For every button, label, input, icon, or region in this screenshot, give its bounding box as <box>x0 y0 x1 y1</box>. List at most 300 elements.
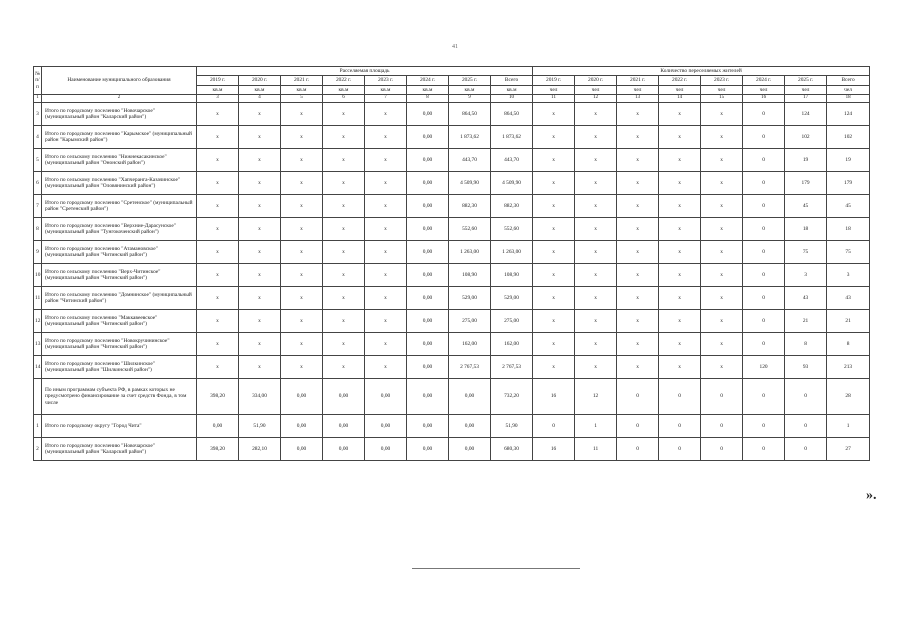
people-value-cell: 0 <box>743 333 785 356</box>
people-value-cell: х <box>533 241 575 264</box>
municipality-name: Итого по городскому поселению "Верхние-Дарасунское" (муниципальный район "Тунгокоченский район") <box>42 218 197 241</box>
row-number: 11 <box>34 287 42 310</box>
area-value-cell: х <box>239 126 281 149</box>
area-value-cell: х <box>239 356 281 379</box>
area-value-cell: 275,00 <box>449 310 491 333</box>
municipality-name: Итого по сельскому поселению "Нижнекасакинское" (муниципальный район "Ононский район") <box>42 149 197 172</box>
table-row <box>34 218 870 241</box>
column-number: 18 <box>827 95 870 103</box>
area-value-cell: 0,00 <box>407 310 449 333</box>
area-value-cell: 0,00 <box>365 379 407 415</box>
column-number: 14 <box>659 95 701 103</box>
people-value-cell: 0 <box>659 415 701 438</box>
area-value-cell: х <box>197 195 239 218</box>
people-value-cell: х <box>575 149 617 172</box>
people-value-cell: х <box>533 218 575 241</box>
people-value-cell: 0 <box>617 379 659 415</box>
area-value-cell: 0,00 <box>365 438 407 461</box>
area-value-cell: 51,90 <box>491 415 533 438</box>
people-value-cell: х <box>701 172 743 195</box>
people-value-cell: х <box>575 287 617 310</box>
header-people-year: 2020 г. <box>575 76 617 86</box>
people-value-cell: 18 <box>785 218 827 241</box>
page-number: 41 <box>452 44 458 50</box>
column-number: 8 <box>407 95 449 103</box>
header-people-year: Всего <box>827 76 870 86</box>
area-value-cell: 732,20 <box>491 379 533 415</box>
municipality-name: Итого по сельскому поселению "Хапчеранга-Казачинское" (муниципальный район "Оловянинский район") <box>42 172 197 195</box>
people-value-cell: 3 <box>827 264 870 287</box>
column-number: 3 <box>197 95 239 103</box>
people-value-cell: х <box>617 149 659 172</box>
area-value-cell: 1 263,00 <box>449 241 491 264</box>
area-value-cell: х <box>281 149 323 172</box>
area-value-cell: х <box>365 287 407 310</box>
header-area-year: 2019 г. <box>197 76 239 86</box>
people-value-cell: х <box>617 264 659 287</box>
municipality-name: Итого по сельскому поселению "Верх-Читинское" (муниципальный район "Читинский район") <box>42 264 197 287</box>
area-value-cell: 0,00 <box>407 264 449 287</box>
area-value-cell: х <box>323 126 365 149</box>
header-area-year: 2022 г. <box>323 76 365 86</box>
people-value-cell: 0 <box>743 195 785 218</box>
row-number: 9 <box>34 241 42 264</box>
table-row <box>34 264 870 287</box>
area-value-cell: 0,00 <box>407 241 449 264</box>
area-value-cell: х <box>197 264 239 287</box>
table-row <box>34 195 870 218</box>
row-number: 8 <box>34 218 42 241</box>
people-value-cell: 19 <box>785 149 827 172</box>
area-value-cell: х <box>281 241 323 264</box>
area-value-cell: 443,70 <box>491 149 533 172</box>
area-value-cell: х <box>323 310 365 333</box>
people-value-cell: х <box>617 241 659 264</box>
header-name: Наименование муниципального образования <box>42 67 197 95</box>
area-value-cell: х <box>197 241 239 264</box>
area-value-cell: х <box>197 218 239 241</box>
people-value-cell: 11 <box>575 438 617 461</box>
row-number: 12 <box>34 310 42 333</box>
people-value-cell: 0 <box>617 415 659 438</box>
people-value-cell: 0 <box>701 415 743 438</box>
area-value-cell: 0,00 <box>407 149 449 172</box>
header-area-unit: кв.м <box>449 86 491 95</box>
people-value-cell: х <box>659 287 701 310</box>
area-value-cell: х <box>281 333 323 356</box>
people-value-cell: х <box>659 103 701 126</box>
area-value-cell: х <box>281 218 323 241</box>
table-row <box>34 379 870 415</box>
people-value-cell: х <box>659 149 701 172</box>
area-value-cell: х <box>197 126 239 149</box>
municipality-name: Итого по городскому поселению "Шилкинское" (муниципальный район "Шилкинский район") <box>42 356 197 379</box>
area-value-cell: 0,00 <box>407 333 449 356</box>
area-value-cell: х <box>239 195 281 218</box>
people-value-cell: х <box>659 172 701 195</box>
people-value-cell: 0 <box>743 438 785 461</box>
municipality-name: Итого по городскому поселению "Новокручининское" (муниципальный район "Читинский район") <box>42 333 197 356</box>
people-value-cell: х <box>533 287 575 310</box>
column-number: 1 <box>34 95 42 103</box>
table-row <box>34 287 870 310</box>
header-num: № п/п <box>34 67 42 95</box>
people-value-cell: х <box>575 356 617 379</box>
people-value-cell: 27 <box>827 438 870 461</box>
people-value-cell: х <box>659 333 701 356</box>
municipality-name: По иным программам субъекта РФ, в рамках которых не предусмотрено финансирование за счет средств Фонда, в том числе <box>42 379 197 415</box>
people-value-cell: х <box>617 103 659 126</box>
area-value-cell: х <box>281 195 323 218</box>
area-value-cell: х <box>281 126 323 149</box>
table-row <box>34 415 870 438</box>
people-value-cell: 0 <box>617 438 659 461</box>
area-value-cell: 108,90 <box>449 264 491 287</box>
header-area-unit: кв.м <box>239 86 281 95</box>
area-value-cell: х <box>239 172 281 195</box>
area-value-cell: 51,90 <box>239 415 281 438</box>
people-value-cell: х <box>575 218 617 241</box>
people-value-cell: х <box>533 310 575 333</box>
people-value-cell: х <box>701 126 743 149</box>
area-value-cell: 864,50 <box>491 103 533 126</box>
table-row <box>34 126 870 149</box>
municipality-name: Итого по сельскому поселению "Домнинское" (муниципальный район "Читинский район") <box>42 287 197 310</box>
people-value-cell: 43 <box>785 287 827 310</box>
row-number: 13 <box>34 333 42 356</box>
table-row <box>34 241 870 264</box>
people-value-cell: х <box>617 356 659 379</box>
people-value-cell: 0 <box>743 310 785 333</box>
people-value-cell: х <box>701 218 743 241</box>
people-value-cell: х <box>533 195 575 218</box>
people-value-cell: 124 <box>827 103 870 126</box>
people-value-cell: 0 <box>659 379 701 415</box>
area-value-cell: х <box>365 241 407 264</box>
header-people-unit: чел <box>701 86 743 95</box>
people-value-cell: 3 <box>785 264 827 287</box>
area-value-cell: 882,30 <box>491 195 533 218</box>
area-value-cell: 1 873,62 <box>449 126 491 149</box>
area-value-cell: х <box>197 103 239 126</box>
area-value-cell: х <box>323 149 365 172</box>
people-value-cell: 0 <box>743 415 785 438</box>
area-value-cell: 334,00 <box>239 379 281 415</box>
people-value-cell: х <box>533 103 575 126</box>
area-value-cell: 0,00 <box>407 415 449 438</box>
people-value-cell: 0 <box>701 379 743 415</box>
people-value-cell: 16 <box>533 438 575 461</box>
area-value-cell: 864,50 <box>449 103 491 126</box>
area-value-cell: 0,00 <box>281 379 323 415</box>
header-area-unit: кв.м <box>491 86 533 95</box>
area-value-cell: 552,60 <box>491 218 533 241</box>
area-value-cell: 0,00 <box>407 218 449 241</box>
header-people-unit: чел <box>575 86 617 95</box>
people-value-cell: 0 <box>659 438 701 461</box>
people-value-cell: 12 <box>575 379 617 415</box>
people-value-cell: х <box>701 195 743 218</box>
header-people-year: 2022 г. <box>659 76 701 86</box>
people-value-cell: 19 <box>827 149 870 172</box>
row-number: 3 <box>34 103 42 126</box>
people-value-cell: 213 <box>827 356 870 379</box>
area-value-cell: 0,00 <box>407 438 449 461</box>
people-value-cell: х <box>533 172 575 195</box>
header-area-year: 2020 г. <box>239 76 281 86</box>
column-number: 2 <box>42 95 197 103</box>
header-area-unit: кв.м <box>197 86 239 95</box>
people-value-cell: 8 <box>827 333 870 356</box>
municipality-name: Итого по городскому поселению "Новочарское" (муниципальный район "Каларский район") <box>42 438 197 461</box>
area-value-cell: х <box>281 172 323 195</box>
people-value-cell: 0 <box>743 264 785 287</box>
header-people-year: 2023 г. <box>701 76 743 86</box>
people-value-cell: 0 <box>533 415 575 438</box>
area-value-cell: 0,00 <box>449 415 491 438</box>
area-value-cell: х <box>323 333 365 356</box>
people-value-cell: 0 <box>743 103 785 126</box>
area-value-cell: х <box>281 103 323 126</box>
people-value-cell: 75 <box>785 241 827 264</box>
people-value-cell: 0 <box>701 438 743 461</box>
municipality-name: Итого по сельскому поселению "Маккавеевское" (муниципальный район "Читинский район") <box>42 310 197 333</box>
area-value-cell: 529,00 <box>491 287 533 310</box>
people-value-cell: 179 <box>827 172 870 195</box>
column-number: 11 <box>533 95 575 103</box>
people-value-cell: х <box>617 195 659 218</box>
people-value-cell: х <box>701 264 743 287</box>
header-people-unit: чел <box>533 86 575 95</box>
area-value-cell: х <box>281 264 323 287</box>
area-value-cell: х <box>239 218 281 241</box>
area-value-cell: х <box>365 218 407 241</box>
people-value-cell: х <box>701 287 743 310</box>
municipality-name: Итого по городскому поселению "Сретенское" (муниципальный район "Сретенский район") <box>42 195 197 218</box>
people-value-cell: х <box>701 241 743 264</box>
table-row <box>34 172 870 195</box>
area-value-cell: х <box>197 287 239 310</box>
people-value-cell: 21 <box>785 310 827 333</box>
area-value-cell: 529,00 <box>449 287 491 310</box>
people-value-cell: 18 <box>827 218 870 241</box>
area-value-cell: х <box>281 356 323 379</box>
people-value-cell: 0 <box>785 379 827 415</box>
area-value-cell: 680,30 <box>491 438 533 461</box>
people-value-cell: х <box>701 333 743 356</box>
people-value-cell: х <box>659 241 701 264</box>
people-value-cell: х <box>575 241 617 264</box>
row-number <box>34 379 42 415</box>
table-row <box>34 310 870 333</box>
people-value-cell: 179 <box>785 172 827 195</box>
people-value-cell: 1 <box>827 415 870 438</box>
people-value-cell: 0 <box>785 415 827 438</box>
people-value-cell: х <box>533 356 575 379</box>
header-people-unit: чел <box>827 86 870 95</box>
municipality-name: Итого по городскому поселению "Новочарское" (муниципальный район "Каларский район") <box>42 103 197 126</box>
column-number: 4 <box>239 95 281 103</box>
area-value-cell: 398,20 <box>197 438 239 461</box>
people-value-cell: х <box>533 126 575 149</box>
row-number: 7 <box>34 195 42 218</box>
area-value-cell: 108,90 <box>491 264 533 287</box>
header-area-year: 2023 г. <box>365 76 407 86</box>
area-value-cell: х <box>365 310 407 333</box>
area-value-cell: х <box>365 264 407 287</box>
people-value-cell: х <box>617 218 659 241</box>
people-value-cell: 8 <box>785 333 827 356</box>
area-value-cell: х <box>281 287 323 310</box>
people-value-cell: 102 <box>827 126 870 149</box>
area-value-cell: х <box>239 241 281 264</box>
area-value-cell: 2 767,53 <box>491 356 533 379</box>
people-value-cell: х <box>659 264 701 287</box>
area-value-cell: х <box>323 195 365 218</box>
footer-rule <box>412 568 580 569</box>
area-value-cell: 0,00 <box>365 415 407 438</box>
people-value-cell: х <box>575 172 617 195</box>
area-value-cell: 398,20 <box>197 379 239 415</box>
people-value-cell: 0 <box>785 438 827 461</box>
header-area-unit: кв.м <box>281 86 323 95</box>
people-value-cell: 0 <box>743 126 785 149</box>
header-people-year: 2021 г. <box>617 76 659 86</box>
header-area-year: 2024 г. <box>407 76 449 86</box>
area-value-cell: х <box>239 264 281 287</box>
people-value-cell: х <box>617 310 659 333</box>
area-value-cell: х <box>197 356 239 379</box>
people-value-cell: х <box>617 126 659 149</box>
people-value-cell: х <box>575 103 617 126</box>
area-value-cell: 443,70 <box>449 149 491 172</box>
table-row <box>34 438 870 461</box>
column-number: 10 <box>491 95 533 103</box>
people-value-cell: 120 <box>743 356 785 379</box>
people-value-cell: х <box>575 264 617 287</box>
area-value-cell: 0,00 <box>323 438 365 461</box>
people-value-cell: х <box>617 333 659 356</box>
area-value-cell: 0,00 <box>281 438 323 461</box>
people-value-cell: х <box>575 195 617 218</box>
people-value-cell: 45 <box>785 195 827 218</box>
area-value-cell: х <box>323 264 365 287</box>
people-value-cell: 21 <box>827 310 870 333</box>
area-value-cell: х <box>323 218 365 241</box>
row-number: 5 <box>34 149 42 172</box>
area-value-cell: х <box>365 195 407 218</box>
area-value-cell: х <box>239 149 281 172</box>
people-value-cell: х <box>701 310 743 333</box>
area-value-cell: 2 767,53 <box>449 356 491 379</box>
people-value-cell: 1 <box>575 415 617 438</box>
people-value-cell: х <box>659 310 701 333</box>
municipality-name: Итого по городскому поселению "Атамановское" (муниципальный район "Читинский район") <box>42 241 197 264</box>
header-area-unit: кв.м <box>323 86 365 95</box>
people-value-cell: 43 <box>827 287 870 310</box>
area-value-cell: 162,00 <box>449 333 491 356</box>
people-value-cell: 124 <box>785 103 827 126</box>
row-number: 1 <box>34 415 42 438</box>
people-value-cell: 0 <box>743 149 785 172</box>
area-value-cell: 162,00 <box>491 333 533 356</box>
area-value-cell: 0,00 <box>449 379 491 415</box>
area-value-cell: 282,10 <box>239 438 281 461</box>
header-area-unit: кв.м <box>365 86 407 95</box>
people-value-cell: х <box>533 264 575 287</box>
people-value-cell: х <box>701 103 743 126</box>
people-value-cell: х <box>659 356 701 379</box>
closing-quote-mark: ». <box>866 488 877 503</box>
area-value-cell: 0,00 <box>407 356 449 379</box>
area-value-cell: х <box>197 333 239 356</box>
people-value-cell: х <box>701 149 743 172</box>
header-area-unit: кв.м <box>407 86 449 95</box>
area-value-cell: 0,00 <box>197 415 239 438</box>
area-value-cell: 0,00 <box>449 438 491 461</box>
area-value-cell: 4 509,90 <box>491 172 533 195</box>
people-value-cell: 45 <box>827 195 870 218</box>
row-number: 4 <box>34 126 42 149</box>
column-number: 6 <box>323 95 365 103</box>
column-number: 15 <box>701 95 743 103</box>
area-value-cell: 0,00 <box>323 415 365 438</box>
table-row <box>34 356 870 379</box>
header-people-unit: чел <box>659 86 701 95</box>
area-value-cell: 0,00 <box>407 195 449 218</box>
area-value-cell: 0,00 <box>407 379 449 415</box>
row-number: 6 <box>34 172 42 195</box>
people-value-cell: х <box>659 195 701 218</box>
header-people-group: Количество переселяемых жителей <box>533 67 870 76</box>
table-row <box>34 149 870 172</box>
column-number: 9 <box>449 95 491 103</box>
area-value-cell: х <box>365 103 407 126</box>
area-value-cell: х <box>197 149 239 172</box>
area-value-cell: 0,00 <box>407 103 449 126</box>
header-people-year: 2019 г. <box>533 76 575 86</box>
people-value-cell: х <box>533 333 575 356</box>
area-value-cell: 0,00 <box>281 415 323 438</box>
column-number: 7 <box>365 95 407 103</box>
people-value-cell: х <box>617 172 659 195</box>
row-number: 10 <box>34 264 42 287</box>
people-value-cell: 28 <box>827 379 870 415</box>
people-value-cell: х <box>575 126 617 149</box>
header-area-group: Расселяемая площадь <box>197 67 533 76</box>
people-value-cell: 0 <box>743 218 785 241</box>
area-value-cell: 1 873,62 <box>491 126 533 149</box>
area-value-cell: х <box>239 310 281 333</box>
area-value-cell: х <box>323 103 365 126</box>
header-area-year: 2021 г. <box>281 76 323 86</box>
people-value-cell: х <box>533 149 575 172</box>
people-value-cell: 0 <box>743 379 785 415</box>
area-value-cell: х <box>197 310 239 333</box>
header-area-year: 2025 г. <box>449 76 491 86</box>
area-value-cell: 552,60 <box>449 218 491 241</box>
header-people-year: 2024 г. <box>743 76 785 86</box>
area-value-cell: 0,00 <box>407 287 449 310</box>
people-value-cell: 16 <box>533 379 575 415</box>
area-value-cell: 0,00 <box>323 379 365 415</box>
area-value-cell: х <box>323 356 365 379</box>
column-number: 16 <box>743 95 785 103</box>
people-value-cell: 0 <box>743 172 785 195</box>
people-value-cell: 0 <box>743 287 785 310</box>
row-number: 14 <box>34 356 42 379</box>
area-value-cell: х <box>239 287 281 310</box>
